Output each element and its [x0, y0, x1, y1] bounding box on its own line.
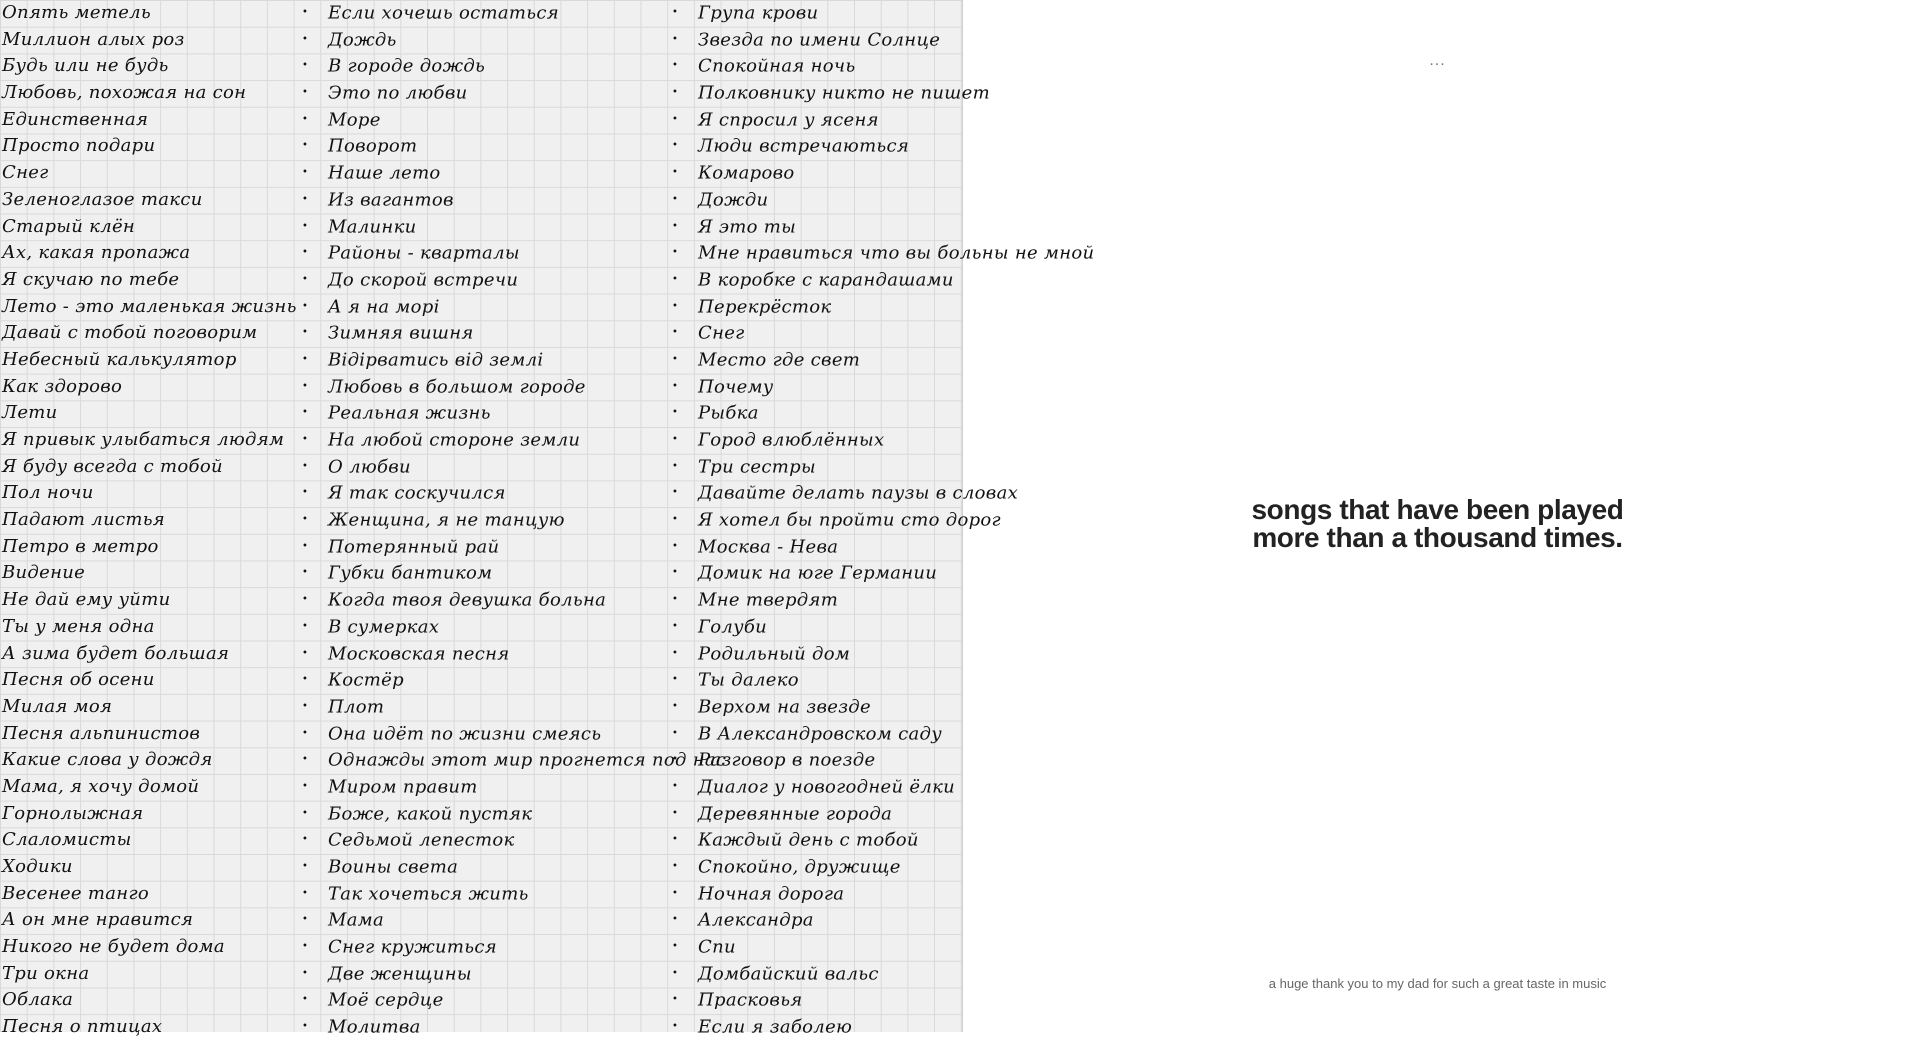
- song-item: • Група крови: [672, 0, 1094, 27]
- song-item: • Плот: [302, 694, 726, 721]
- song-item: • Я так соскучился: [302, 480, 726, 507]
- song-item: • О любви: [302, 454, 726, 481]
- song-item: • Дождь: [302, 27, 726, 54]
- song-item: • Три сестры: [672, 454, 1094, 481]
- song-item: • Седьмой лепесток: [302, 827, 726, 854]
- song-item: • Разговор в поезде: [672, 747, 1094, 774]
- song-item: Песня о птицах: [2, 1016, 163, 1038]
- song-item: • А я на морі: [302, 294, 726, 321]
- song-item: Три окна: [2, 962, 90, 984]
- song-item: • Море: [302, 107, 726, 134]
- song-item: • Родильный дом: [672, 641, 1094, 668]
- song-item: • Место где свет: [672, 347, 1094, 374]
- song-item: • Ночная дорога: [672, 881, 1094, 908]
- song-item: • Перекрёсток: [672, 294, 1094, 321]
- song-item: • В Александровском саду: [672, 721, 1094, 748]
- page-title-line-1: songs that have been played: [1251, 494, 1624, 525]
- song-item: • Реальная жизнь: [302, 400, 726, 427]
- song-item: • В городе дождь: [302, 53, 726, 80]
- song-item: • Когда твоя девушка больна: [302, 587, 726, 614]
- song-item: • Московская песня: [302, 641, 726, 668]
- song-item: • Районы - кварталы: [302, 240, 726, 267]
- thanks-note: a huge thank you to my dad for such a great taste in music: [1268, 976, 1607, 991]
- song-item: • Молитва: [302, 1014, 726, 1041]
- song-item: Пол ночи: [2, 482, 94, 504]
- page-title-line-2: more than a thousand times.: [1252, 522, 1623, 553]
- song-item: • Губки бантиком: [302, 560, 726, 587]
- song-item: • Люди встречаються: [672, 133, 1094, 160]
- song-item: Зеленоглазое такси: [2, 188, 203, 210]
- song-item: Видение: [2, 562, 86, 584]
- song-item: • Александра: [672, 907, 1094, 934]
- song-item: • Поворот: [302, 133, 726, 160]
- ellipsis-menu[interactable]: ...: [1429, 52, 1446, 69]
- song-item: Как здорово: [2, 375, 123, 397]
- song-item: • Женщина, я не танцую: [302, 507, 726, 534]
- song-item: • Ты далеко: [672, 667, 1094, 694]
- song-item: • На любой стороне земли: [302, 427, 726, 454]
- song-item: • Прасковья: [672, 987, 1094, 1014]
- song-item: Горнолыжная: [2, 802, 144, 824]
- song-item: Никого не будет дома: [2, 936, 225, 958]
- song-item: • Зимняя вишня: [302, 320, 726, 347]
- song-item: • Город влюблённых: [672, 427, 1094, 454]
- song-item: Песня альпинистов: [2, 722, 201, 744]
- song-item: Песня об осени: [2, 669, 155, 691]
- song-item: • Мне нравиться что вы больны не мной: [672, 240, 1094, 267]
- song-column-2: [302, 0, 726, 1041]
- song-item: Лето - это маленькая жизнь: [2, 295, 297, 317]
- song-item: • Это по любви: [302, 80, 726, 107]
- song-item: • Спокойная ночь: [672, 53, 1094, 80]
- song-item: • Миром правит: [302, 774, 726, 801]
- song-item: Какие слова у дождя: [2, 749, 213, 771]
- song-item: • Костёр: [302, 667, 726, 694]
- song-item: • Если я заболею: [672, 1014, 1094, 1041]
- song-item: • Москва - Нева: [672, 534, 1094, 561]
- song-item: • Звезда по имени Солнце: [672, 27, 1094, 54]
- song-item: Единственная: [2, 108, 149, 130]
- song-item: Ты у меня одна: [2, 615, 155, 637]
- song-item: • Снег кружиться: [302, 934, 726, 961]
- song-item: Лети: [2, 402, 58, 424]
- song-item: • Я это ты: [672, 214, 1094, 241]
- song-item: Будь или не будь: [2, 55, 169, 77]
- song-item: Просто подари: [2, 135, 156, 157]
- song-item: Облака: [2, 989, 74, 1011]
- song-item: • Боже, какой пустяк: [302, 801, 726, 828]
- song-item: Ходики: [2, 856, 73, 877]
- song-item: • Каждый день с тобой: [672, 827, 1094, 854]
- song-item: Любовь, похожая на сон: [2, 82, 247, 104]
- song-item: • Наше лето: [302, 160, 726, 187]
- song-item: Петро в метро: [2, 535, 159, 557]
- song-item: Падают листья: [2, 509, 166, 531]
- song-item: • Моё сердце: [302, 987, 726, 1014]
- song-item: Мама, я хочу домой: [2, 775, 200, 797]
- song-item: • Если хочешь остаться: [302, 0, 726, 27]
- song-item: • Мне твердят: [672, 587, 1094, 614]
- song-item: • Домбайский вальс: [672, 961, 1094, 988]
- song-item: Миллион алых роз: [2, 28, 185, 50]
- song-item: • Дожди: [672, 187, 1094, 214]
- song-item: • Мама: [302, 907, 726, 934]
- song-item: • В сумерках: [302, 614, 726, 641]
- song-item: • Однажды этот мир прогнется под нас: [302, 747, 726, 774]
- song-item: Слаломисты: [2, 829, 132, 851]
- song-item: • Снег: [672, 320, 1094, 347]
- song-item: Небесный калькулятор: [2, 348, 237, 370]
- song-item: • Две женщины: [302, 961, 726, 988]
- song-item: • Верхом на звезде: [672, 694, 1094, 721]
- song-item: Милая моя: [2, 695, 113, 717]
- song-item: Старый клён: [2, 215, 136, 237]
- song-item: • Спи: [672, 934, 1094, 961]
- song-item: • Домик на юге Германии: [672, 560, 1094, 587]
- song-item: Давай с тобой поговорим: [2, 322, 258, 344]
- song-item: Опять метель: [2, 2, 152, 23]
- song-item: • Я хотел бы пройти сто дорог: [672, 507, 1094, 534]
- song-item: • Деревянные города: [672, 801, 1094, 828]
- song-item: • Відірватись від землі: [302, 347, 726, 374]
- song-item: • Она идёт по жизни смеясь: [302, 721, 726, 748]
- song-item: Ах, какая пропажа: [2, 242, 191, 264]
- song-item: • Диалог у новогодней ёлки: [672, 774, 1094, 801]
- song-item: • До скорой встречи: [302, 267, 726, 294]
- song-item: • Давайте делать паузы в словах: [672, 480, 1094, 507]
- song-item: • Полковнику никто не пишет: [672, 80, 1094, 107]
- song-item: А он мне нравится: [2, 909, 194, 931]
- song-item: • Рыбка: [672, 400, 1094, 427]
- song-item: Я скучаю по тебе: [2, 268, 180, 290]
- song-item: • Потерянный рай: [302, 534, 726, 561]
- song-item: • Малинки: [302, 214, 726, 241]
- page-title: [963, 496, 1912, 552]
- song-item: • Любовь в большом городе: [302, 374, 726, 401]
- song-item: Я буду всегда с тобой: [2, 455, 223, 477]
- song-column-1: [2, 0, 297, 1041]
- song-item: Снег: [2, 162, 49, 184]
- song-item: • Я спросил у ясеня: [672, 107, 1094, 134]
- song-item: Весенее танго: [2, 882, 149, 904]
- song-item: • Из вагантов: [302, 187, 726, 214]
- song-item: • Спокойно, дружище: [672, 854, 1094, 881]
- song-item: А зима будет большая: [2, 642, 230, 664]
- song-item: • Так хочеться жить: [302, 881, 726, 908]
- info-panel: [963, 0, 1912, 1032]
- song-item: Я привык улыбаться людям: [2, 429, 285, 450]
- song-item: • Голуби: [672, 614, 1094, 641]
- song-item: • В коробке с карандашами: [672, 267, 1094, 294]
- song-item: • Почему: [672, 374, 1094, 401]
- song-item: • Воины света: [302, 854, 726, 881]
- song-item: Не дай ему уйти: [2, 589, 171, 611]
- song-item: • Комарово: [672, 160, 1094, 187]
